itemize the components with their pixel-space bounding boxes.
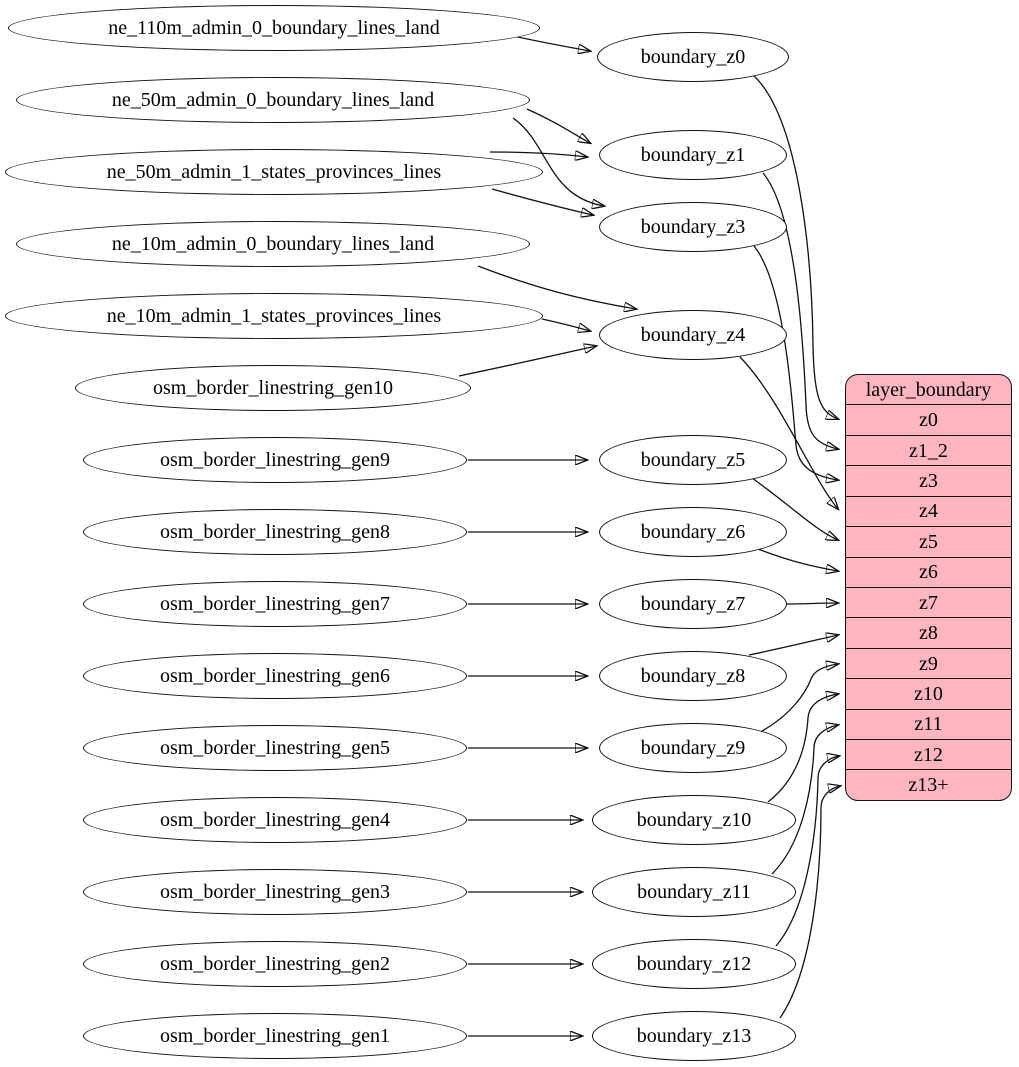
edge-ne_50m_admin_1-boundary_z1 <box>490 152 587 157</box>
table-row-z10: z10 <box>846 678 1011 708</box>
table-row-z7: z7 <box>846 587 1011 617</box>
node-boundary_z4: boundary_z4 <box>599 310 787 360</box>
edge-boundary_z7-row_z7 <box>787 603 838 604</box>
node-osm_border_linestring_gen5: osm_border_linestring_gen5 <box>83 725 467 771</box>
table-row-z5: z5 <box>846 526 1011 556</box>
edge-ne_10m_admin_1-boundary_z4 <box>542 319 590 331</box>
node-boundary_z7: boundary_z7 <box>599 579 787 629</box>
table-row-z9: z9 <box>846 648 1011 678</box>
node-osm_border_linestring_gen7: osm_border_linestring_gen7 <box>83 581 467 627</box>
table-row-z4: z4 <box>846 496 1011 526</box>
node-osm_border_linestring_gen4: osm_border_linestring_gen4 <box>83 797 467 843</box>
node-boundary_z1: boundary_z1 <box>599 130 787 180</box>
edge-boundary_z6-row_z6 <box>758 549 838 571</box>
table-row-z11: z11 <box>846 709 1011 739</box>
node-ne_110m_admin_0_boundary_lines_land: ne_110m_admin_0_boundary_lines_land <box>8 5 540 51</box>
edge-gen10-boundary_z4 <box>459 346 596 376</box>
node-boundary_z9: boundary_z9 <box>599 723 787 773</box>
table-row-z3: z3 <box>846 465 1011 495</box>
node-boundary_z0: boundary_z0 <box>597 32 789 82</box>
node-osm_border_linestring_gen9: osm_border_linestring_gen9 <box>83 437 467 483</box>
node-boundary_z6: boundary_z6 <box>599 507 787 557</box>
node-boundary_z5: boundary_z5 <box>599 435 787 485</box>
edge-boundary_z8-row_z8 <box>749 635 838 655</box>
node-boundary_z11: boundary_z11 <box>592 867 796 917</box>
node-boundary_z8: boundary_z8 <box>599 651 787 701</box>
table-row-z8: z8 <box>846 617 1011 647</box>
node-boundary_z13: boundary_z13 <box>592 1011 796 1061</box>
table-row-z12: z12 <box>846 739 1011 769</box>
edge-ne_50m_admin_0-boundary_z1 <box>527 109 590 143</box>
node-osm_border_linestring_gen3: osm_border_linestring_gen3 <box>83 869 467 915</box>
table-row-z0: z0 <box>846 404 1011 434</box>
node-ne_50m_admin_1_states_provinces_lines: ne_50m_admin_1_states_provinces_lines <box>5 149 543 195</box>
node-osm_border_linestring_gen1: osm_border_linestring_gen1 <box>83 1013 467 1059</box>
node-osm_border_linestring_gen2: osm_border_linestring_gen2 <box>83 941 467 987</box>
node-boundary_z3: boundary_z3 <box>599 202 787 252</box>
edge-ne_50m_admin_0-boundary_z3 <box>513 118 604 206</box>
node-osm_border_linestring_gen8: osm_border_linestring_gen8 <box>83 509 467 555</box>
table-row-z1_2: z1_2 <box>846 435 1011 465</box>
table-row-z6: z6 <box>846 557 1011 587</box>
node-osm_border_linestring_gen6: osm_border_linestring_gen6 <box>83 653 467 699</box>
node-layer_boundary <box>845 374 1012 801</box>
node-ne_10m_admin_1_states_provinces_lines: ne_10m_admin_1_states_provinces_lines <box>5 293 543 339</box>
edge-ne_10m_admin_0-boundary_z4 <box>478 266 636 309</box>
node-boundary_z12: boundary_z12 <box>592 939 796 989</box>
node-ne_10m_admin_0_boundary_lines_land: ne_10m_admin_0_boundary_lines_land <box>16 221 530 267</box>
table-row-z13plus: z13+ <box>846 769 1011 799</box>
edge-ne_50m_admin_1-boundary_z3 <box>492 189 593 215</box>
edge-boundary_z0-row_z0 <box>753 75 838 419</box>
node-boundary_z10: boundary_z10 <box>592 795 796 845</box>
edge-boundary_z4-row_z4 <box>740 357 838 509</box>
table-header: layer_boundary <box>865 378 992 401</box>
node-osm_border_linestring_gen10: osm_border_linestring_gen10 <box>75 365 471 411</box>
node-ne_50m_admin_0_boundary_lines_land: ne_50m_admin_0_boundary_lines_land <box>16 77 530 123</box>
